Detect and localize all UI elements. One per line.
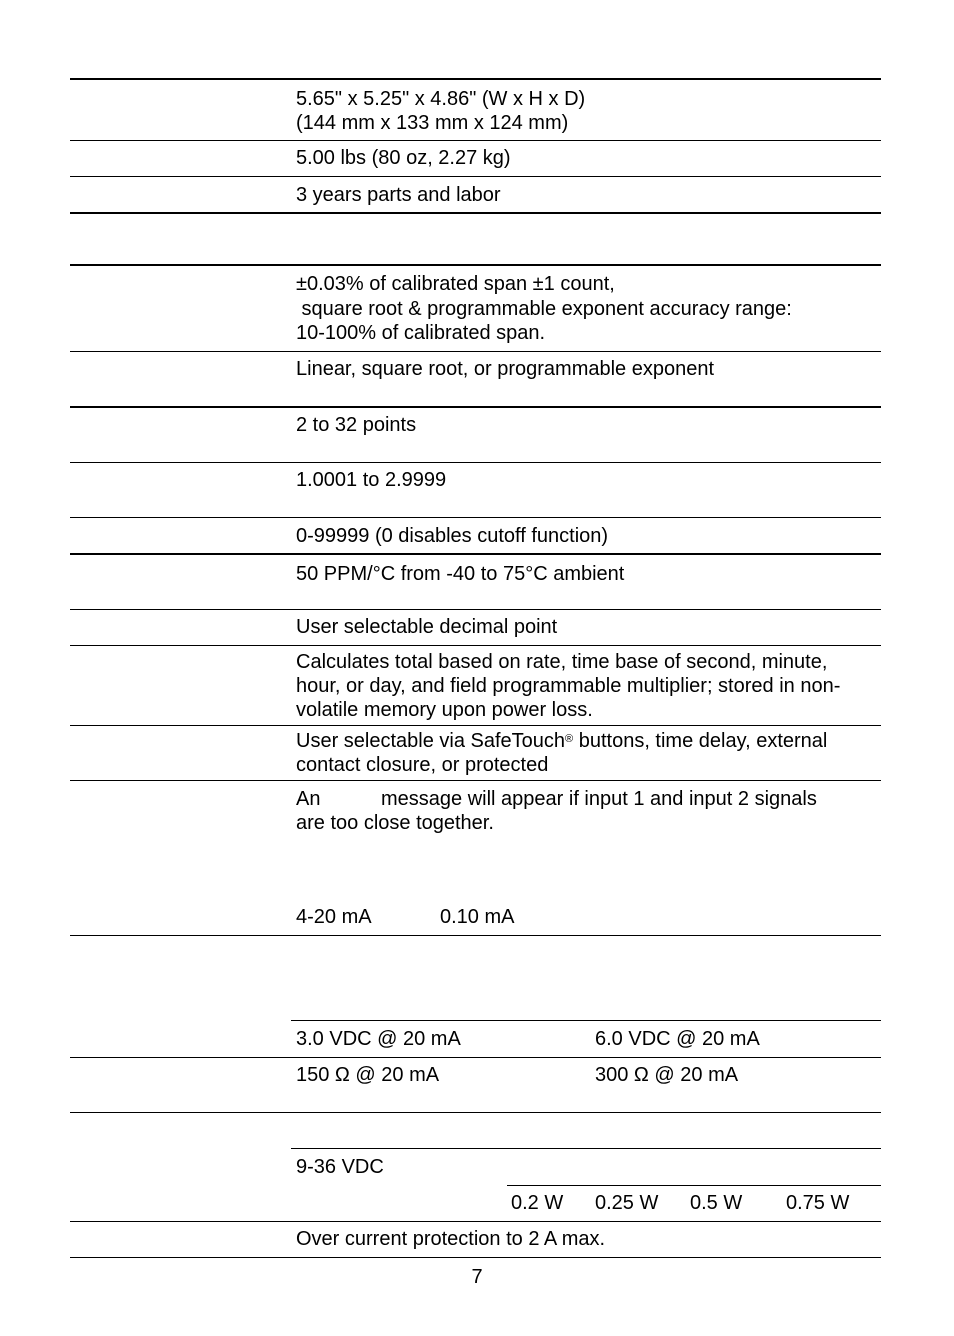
warranty-text: 3 years parts and labor [296,184,501,206]
accuracy-text: ±0.03% of calibrated span ±1 count, [296,273,615,295]
totalizer-text: Calculates total based on rate, time base of second, minute, [296,651,828,673]
exponent-text: 1.0001 to 2.9999 [296,469,447,491]
table-rule [70,351,881,352]
table-rule [70,462,881,463]
page-number: 7 [471,1266,483,1288]
table-rule [70,140,881,141]
table-rule-bottom [70,1257,881,1258]
table-rule [70,725,881,726]
power-value: 0.2 W [511,1192,564,1214]
power-value: 0.25 W [595,1192,659,1214]
table-rule [70,1221,881,1222]
table-rule [70,1112,881,1113]
accuracy-range-text: square root & programmable exponent accuracy range: [296,298,792,320]
cutoff-text: 0-99999 (0 disables cutoff function) [296,525,609,547]
table-rule [70,517,881,518]
totalizer-text-3: volatile memory upon power loss. [296,699,593,721]
table-rule-top [70,264,881,266]
table-rule [70,212,881,214]
power-input-text: 9-36 VDC [296,1156,384,1178]
dimensions-text: 5.65" x 5.25" x 4.86" (W x H x D) [296,88,586,110]
power-value: 0.75 W [786,1192,850,1214]
table-rule [291,1148,881,1149]
error-an-text: An [296,788,321,810]
reset-text-2: contact closure, or protected [296,754,549,776]
table-rule [70,176,881,177]
points-text: 2 to 32 points [296,414,417,436]
weight-text: 5.00 lbs (80 oz, 2.27 kg) [296,147,511,169]
table-rule [70,780,881,781]
registered-mark: ® [565,733,574,745]
tempco-text: 50 PPM/°C from -40 to 75°C ambient [296,563,625,585]
table-rule [70,1057,881,1058]
table-rule [70,406,881,408]
table-rule [507,1185,881,1186]
min-span-value: 0.10 mA [440,906,515,928]
table-rule [70,609,881,610]
min-span-range: 4-20 mA [296,906,372,928]
error-message-text: message will appear if input 1 and input 2 signals [381,788,817,810]
reset-text [296,729,827,753]
decimal-point-text: User selectable decimal point [296,616,558,638]
totalizer-text-2: hour, or day, and field programmable multiplier; stored in non- [296,675,841,697]
table-rule [291,1020,881,1021]
impedance-2: 300 Ω @ 20 mA [595,1064,739,1086]
power-value: 0.5 W [690,1192,743,1214]
voltage-drop-1: 3.0 VDC @ 20 mA [296,1028,461,1050]
voltage-drop-2: 6.0 VDC @ 20 mA [595,1028,760,1050]
table-rule [70,553,881,555]
error-message-text-2: are too close together. [296,812,494,834]
function-text: Linear, square root, or programmable exponent [296,358,715,380]
dimensions-metric-text: (144 mm x 133 mm x 124 mm) [296,112,569,134]
table-rule [70,935,881,936]
reset-text-b: buttons, time delay, external [573,730,828,752]
table-rule [70,645,881,646]
impedance-1: 150 Ω @ 20 mA [296,1064,440,1086]
table-rule-top [70,78,881,80]
accuracy-span-text: 10-100% of calibrated span. [296,322,546,344]
protection-text: Over current protection to 2 A max. [296,1228,606,1250]
reset-text-a: User selectable via SafeTouch [296,730,566,752]
